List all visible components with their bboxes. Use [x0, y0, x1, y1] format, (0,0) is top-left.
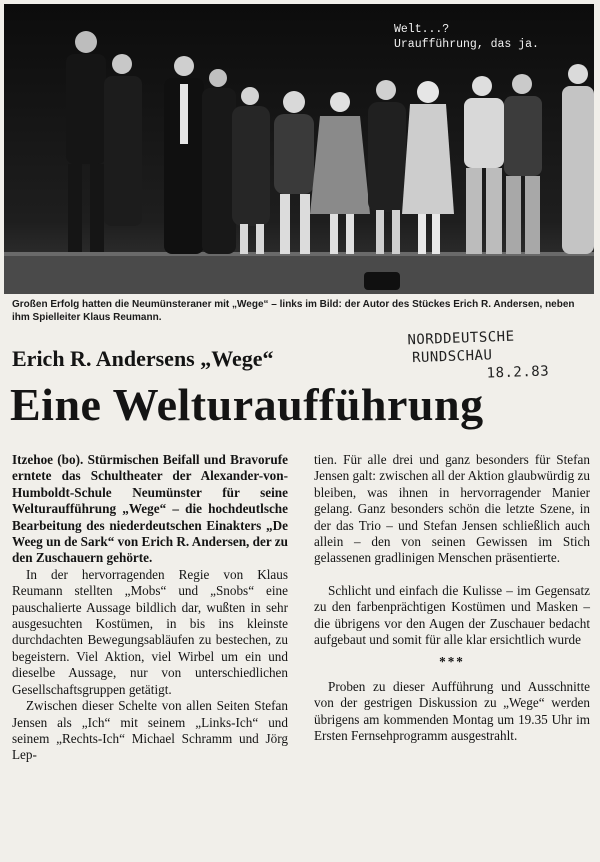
article-paragraph: tien. Für alle drei und ganz besonders für Stefan Jensen galt: zwischen all der Aktion glaubwürdig zu bleiben, was ihnen in hervorragender Manier gelang. Ganz besonders schön die letzte Szene, in der das Trio – und Stefan Jensen schließlich auch allein – den von seinen Gewissen im Stich gelassenen gradlinigen Menschen präsentierte. — [314, 452, 590, 566]
article-paragraph: In der hervorragenden Regie von Klaus Reumann stellten „Mobs“ und „Snobs“ eine pauschalierte Aussage bildlich dar, wußten in sehr ausgesuchten Kostümen, in bis ins kleinste durchdachten Bewegungsabläufen zu bestechen, zu begeistern. Viel Aktion, viel Wirbel um ein und dieselbe Aussage, nur von unterschiedlichen Gesellschaftsgruppen getätigt. — [12, 566, 288, 697]
section-separator: *** — [439, 654, 465, 670]
stage-photo — [4, 4, 594, 294]
article-column-left — [12, 452, 288, 764]
photo-caption: Großen Erfolg hatten die Neumünsteraner mit „Wege“ – links im Bild: der Autor des Stückes Erich R. Andersen, neben ihm Spielleiter Klaus Reumann. — [12, 299, 575, 323]
article-paragraph: Schlicht und einfach die Kulisse – im Gegensatz zu den farbenprächtigen Kostümen und Masken – die übrigens vor den Augen der Zuschauer bedacht aufgebaut und somit für alle klar ersichtlich wurde — [314, 582, 590, 648]
article-subhead: Erich R. Andersens „Wege“ — [12, 346, 274, 371]
typed-annotation: Welt...? Uraufführung, das ja. — [394, 23, 539, 51]
article-lead-paragraph: Itzehoe (bo). Stürmischen Beifall und Bravorufe erntete das Schultheater der Alexander-von-Humboldt-Schule Neumünster für seine Welturaufführung „Wege“ – die hochdeutlsche Bearbeitung des niederdeutschen Einakters „De Weeg un de Sark“ von Erich R. Andersen, der zu den Zuschauern gehörte. — [12, 452, 288, 566]
article-column-right — [314, 452, 590, 745]
handnote-date: 18.2.83 — [486, 363, 550, 382]
handnote-publication-2: RUNDSCHAU — [411, 347, 493, 367]
article-headline: Eine Welturaufführung — [10, 379, 484, 430]
handnote-publication: NORDDEUTSCHE — [407, 328, 515, 349]
article-paragraph: Zwischen dieser Schelte von allen Seiten Stefan Jensen als „Ich“ mit seinem „Links-Ich“ und seinem „Rechts-Ich“ Michael Schramm und Jörg Lep- — [12, 698, 288, 763]
article-paragraph: Proben zu dieser Aufführung und Ausschnitte von der gestrigen Diskussion zu „Wege“ werden übrigens am kommenden Montag um 19.35 Uhr im Ersten Fernsehprogramm ausgestrahlt. — [314, 678, 590, 744]
handwritten-source-note — [407, 325, 599, 386]
